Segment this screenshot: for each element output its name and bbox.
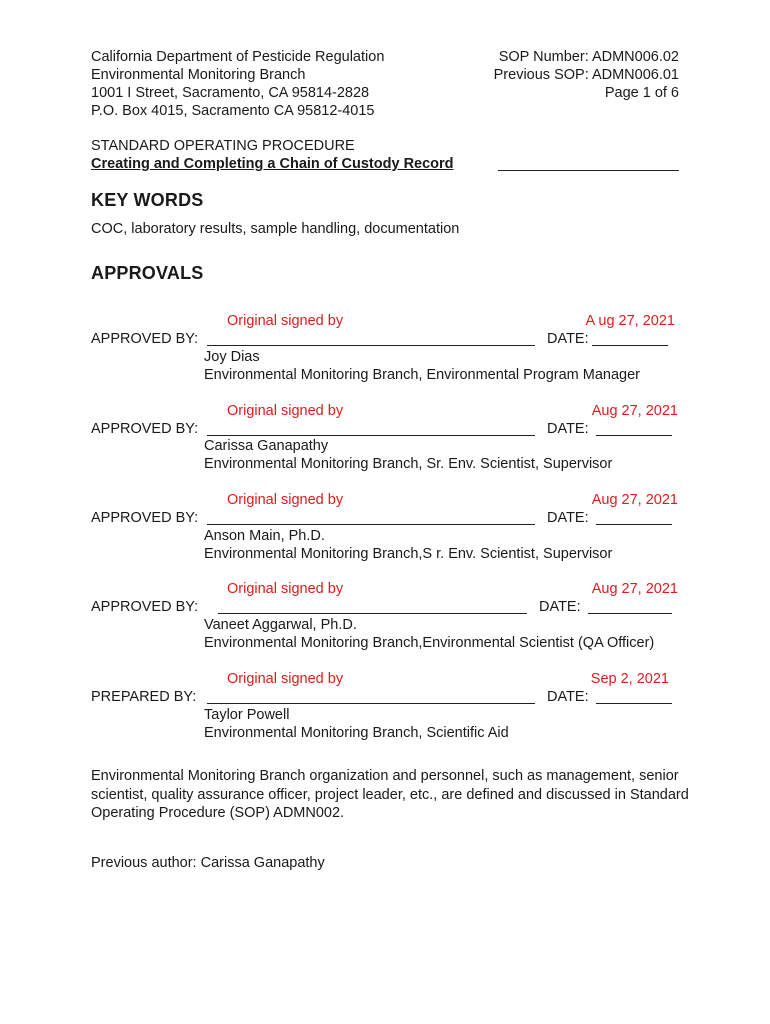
signature-date: Aug 27, 2021 bbox=[591, 581, 678, 597]
branch-name: Environmental Monitoring Branch bbox=[91, 67, 306, 83]
signature-line bbox=[207, 345, 535, 346]
date-line bbox=[588, 613, 672, 614]
doc-title: Creating and Completing a Chain of Custody Record bbox=[91, 156, 454, 172]
signer-name: Anson Main, Ph.D. bbox=[204, 528, 325, 544]
date-label: DATE: bbox=[547, 510, 589, 526]
title-underline-extension bbox=[498, 170, 679, 171]
page-number: Page 1 of 6 bbox=[604, 85, 679, 101]
date-line bbox=[596, 524, 672, 525]
keywords-heading: KEY WORDS bbox=[91, 190, 204, 210]
keywords-text: COC, laboratory results, sample handling, documentation bbox=[91, 221, 460, 237]
date-label: DATE: bbox=[547, 421, 589, 437]
street-address: 1001 I Street, Sacramento, CA 95814-2828 bbox=[91, 85, 370, 101]
signer-title: Environmental Monitoring Branch, Environmental Program Manager bbox=[204, 367, 641, 383]
signer-title: Environmental Monitoring Branch, Scientific Aid bbox=[204, 725, 509, 741]
signer-name: Taylor Powell bbox=[204, 707, 290, 723]
signer-name: Carissa Ganapathy bbox=[204, 438, 329, 454]
date-line bbox=[596, 435, 672, 436]
doc-type: STANDARD OPERATING PROCEDURE bbox=[91, 138, 355, 154]
po-box-address: P.O. Box 4015, Sacramento CA 95812-4015 bbox=[91, 103, 375, 119]
signer-title: Environmental Monitoring Branch,Environmental Scientist (QA Officer) bbox=[204, 635, 655, 651]
signer-name: Joy Dias bbox=[204, 349, 260, 365]
date-line bbox=[592, 345, 668, 346]
date-label: DATE: bbox=[547, 331, 589, 347]
signature-line bbox=[207, 524, 535, 525]
signature-date: Aug 27, 2021 bbox=[591, 403, 678, 419]
date-label: DATE: bbox=[539, 599, 581, 615]
signature-line bbox=[207, 703, 535, 704]
organization-paragraph: Environmental Monitoring Branch organization and personnel, such as management, senior scientist, quality assurance officer, project leader, etc., are defined and discussed in Standard Operating Procedure (SOP) ADMN002. bbox=[91, 768, 689, 821]
role-label: PREPARED BY: bbox=[91, 689, 197, 705]
signature-text: Original signed by bbox=[227, 671, 344, 687]
previous-author: Previous author: Carissa Ganapathy bbox=[91, 855, 325, 871]
signature-date: Sep 2, 2021 bbox=[590, 671, 669, 687]
approvals-heading: APPROVALS bbox=[91, 263, 204, 283]
signature-date: A ug 27, 2021 bbox=[585, 313, 675, 329]
date-label: DATE: bbox=[547, 689, 589, 705]
signer-name: Vaneet Aggarwal, Ph.D. bbox=[204, 617, 357, 633]
role-label: APPROVED BY: bbox=[91, 331, 199, 347]
signature-line bbox=[218, 613, 527, 614]
role-label: APPROVED BY: bbox=[91, 599, 199, 615]
role-label: APPROVED BY: bbox=[91, 510, 199, 526]
org-name: California Department of Pesticide Regulation bbox=[91, 49, 385, 65]
signature-text: Original signed by bbox=[227, 403, 344, 419]
signer-title: Environmental Monitoring Branch, Sr. Env. Scientist, Supervisor bbox=[204, 456, 613, 472]
role-label: APPROVED BY: bbox=[91, 421, 199, 437]
sop-number: SOP Number: ADMN006.02 bbox=[498, 49, 679, 65]
signature-text: Original signed by bbox=[227, 492, 344, 508]
signature-line bbox=[207, 435, 535, 436]
date-line bbox=[596, 703, 672, 704]
signer-title: Environmental Monitoring Branch,S r. Env. Scientist, Supervisor bbox=[204, 546, 613, 562]
signature-text: Original signed by bbox=[227, 581, 344, 597]
previous-sop: Previous SOP: ADMN006.01 bbox=[493, 67, 679, 83]
signature-date: Aug 27, 2021 bbox=[591, 492, 678, 508]
signature-text: Original signed by bbox=[227, 313, 344, 329]
